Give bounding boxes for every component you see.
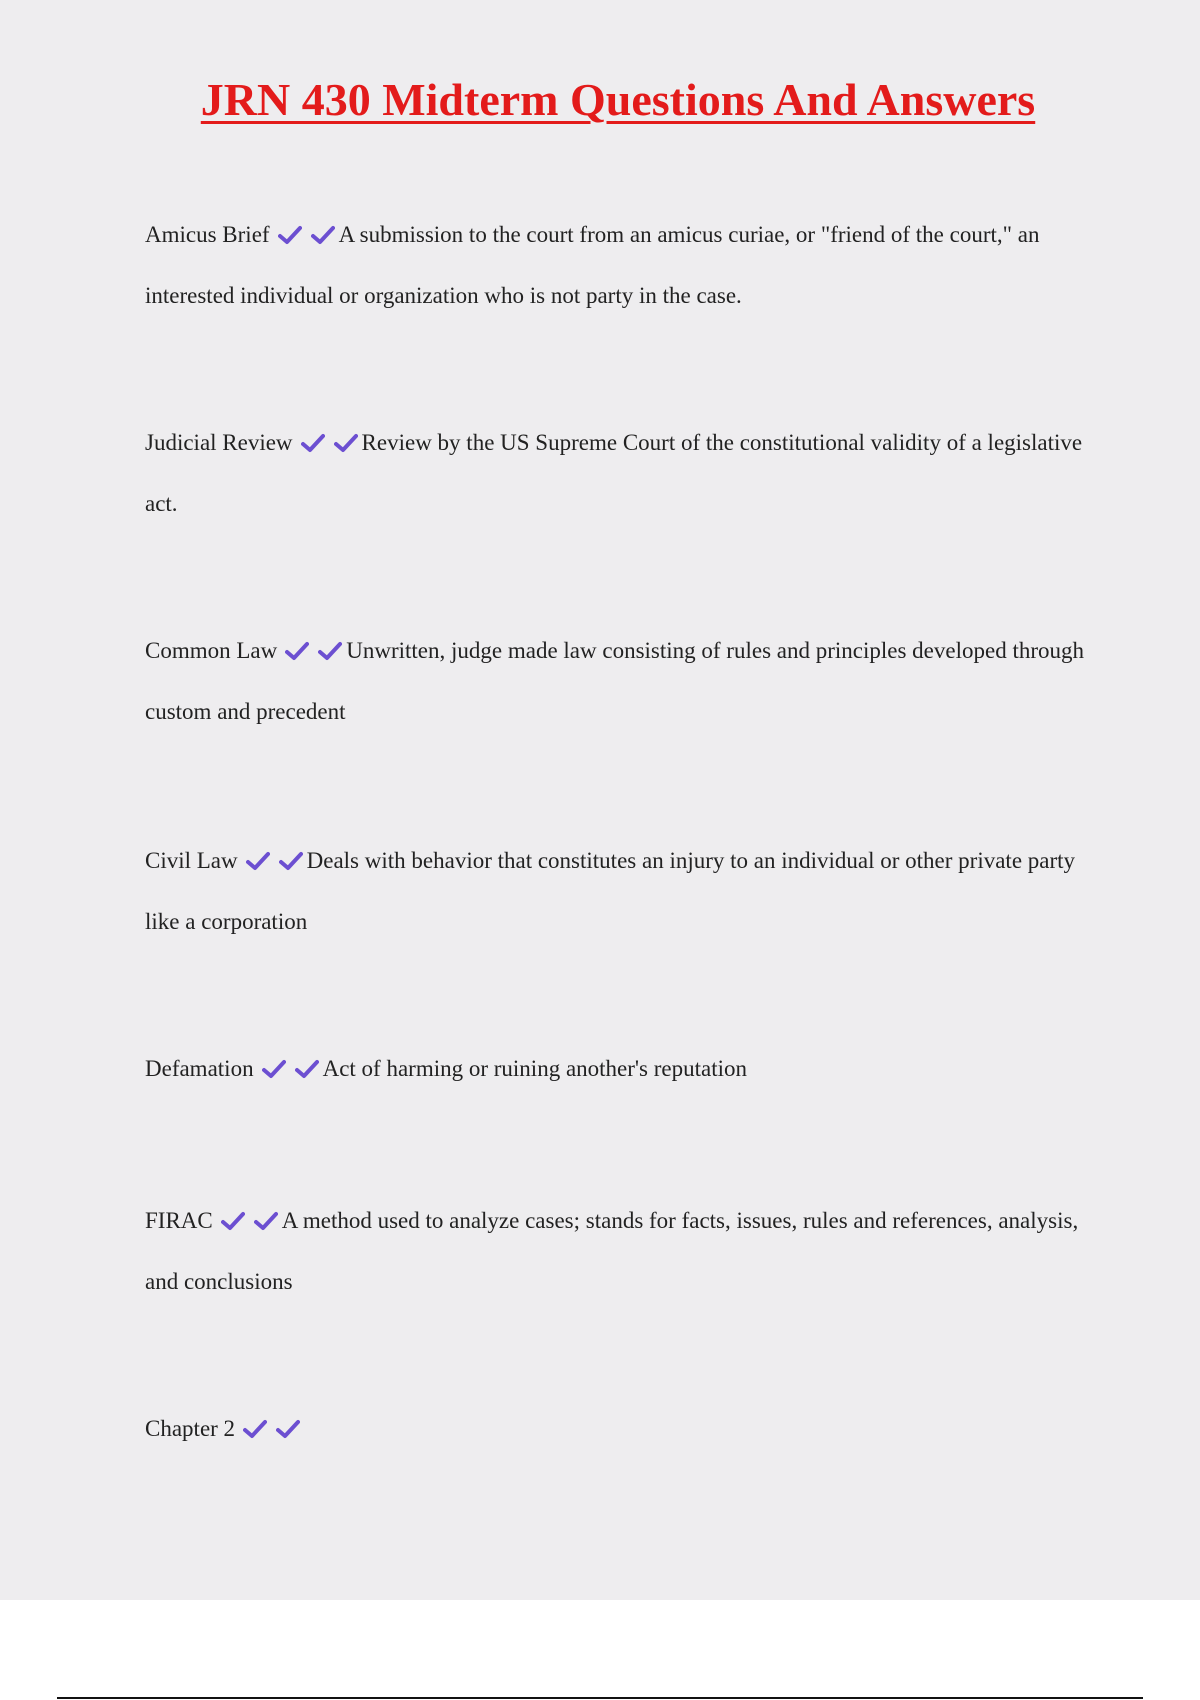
check-icon <box>246 851 270 871</box>
entry-term: FIRAC <box>145 1208 213 1233</box>
check-icon <box>334 433 358 453</box>
entry-term: Judicial Review <box>145 430 293 455</box>
entry-definition: Review by the US Supreme Court of the constitutional validity of a legislative act. <box>145 430 1083 516</box>
check-icon <box>279 851 303 871</box>
qa-entry <box>145 1038 1090 1099</box>
check-icon <box>295 1059 319 1079</box>
check-icon <box>276 1419 300 1439</box>
entry-term: Defamation <box>145 1056 254 1081</box>
entry-definition: Act of harming or ruining another's reputation <box>322 1056 747 1081</box>
check-icon <box>311 225 335 245</box>
entry-definition: Unwritten, judge made law consisting of rules and principles developed through custom and precedent <box>145 638 1084 724</box>
entry-term: Civil Law <box>145 848 238 873</box>
entry-term: Amicus Brief <box>145 222 270 247</box>
check-icon <box>285 641 309 661</box>
footer-divider <box>57 1697 1143 1699</box>
qa-entry <box>145 412 1090 534</box>
qa-entry <box>145 1190 1090 1312</box>
check-icon <box>301 433 325 453</box>
entry-definition: A submission to the court from an amicus curiae, or "friend of the court," an interested individual or organization who is not party in the case. <box>145 222 1040 308</box>
check-icon <box>318 641 342 661</box>
check-icon <box>262 1059 286 1079</box>
check-icon <box>243 1419 267 1439</box>
entry-term: Common Law <box>145 638 278 663</box>
qa-entry <box>145 830 1090 952</box>
page-title: JRN 430 Midterm Questions And Answers <box>200 74 1036 125</box>
entry-term: Chapter 2 <box>145 1416 236 1441</box>
check-icon <box>278 225 302 245</box>
entry-definition: Deals with behavior that constitutes an injury to an individual or other private party like a corporation <box>145 848 1076 934</box>
qa-entry <box>145 204 1090 326</box>
check-icon <box>254 1211 278 1231</box>
qa-entry <box>145 620 1090 742</box>
qa-entry <box>145 1398 1090 1459</box>
check-icon <box>221 1211 245 1231</box>
entry-definition: A method used to analyze cases; stands for facts, issues, rules and references, analysis, and conclusions <box>145 1208 1079 1294</box>
